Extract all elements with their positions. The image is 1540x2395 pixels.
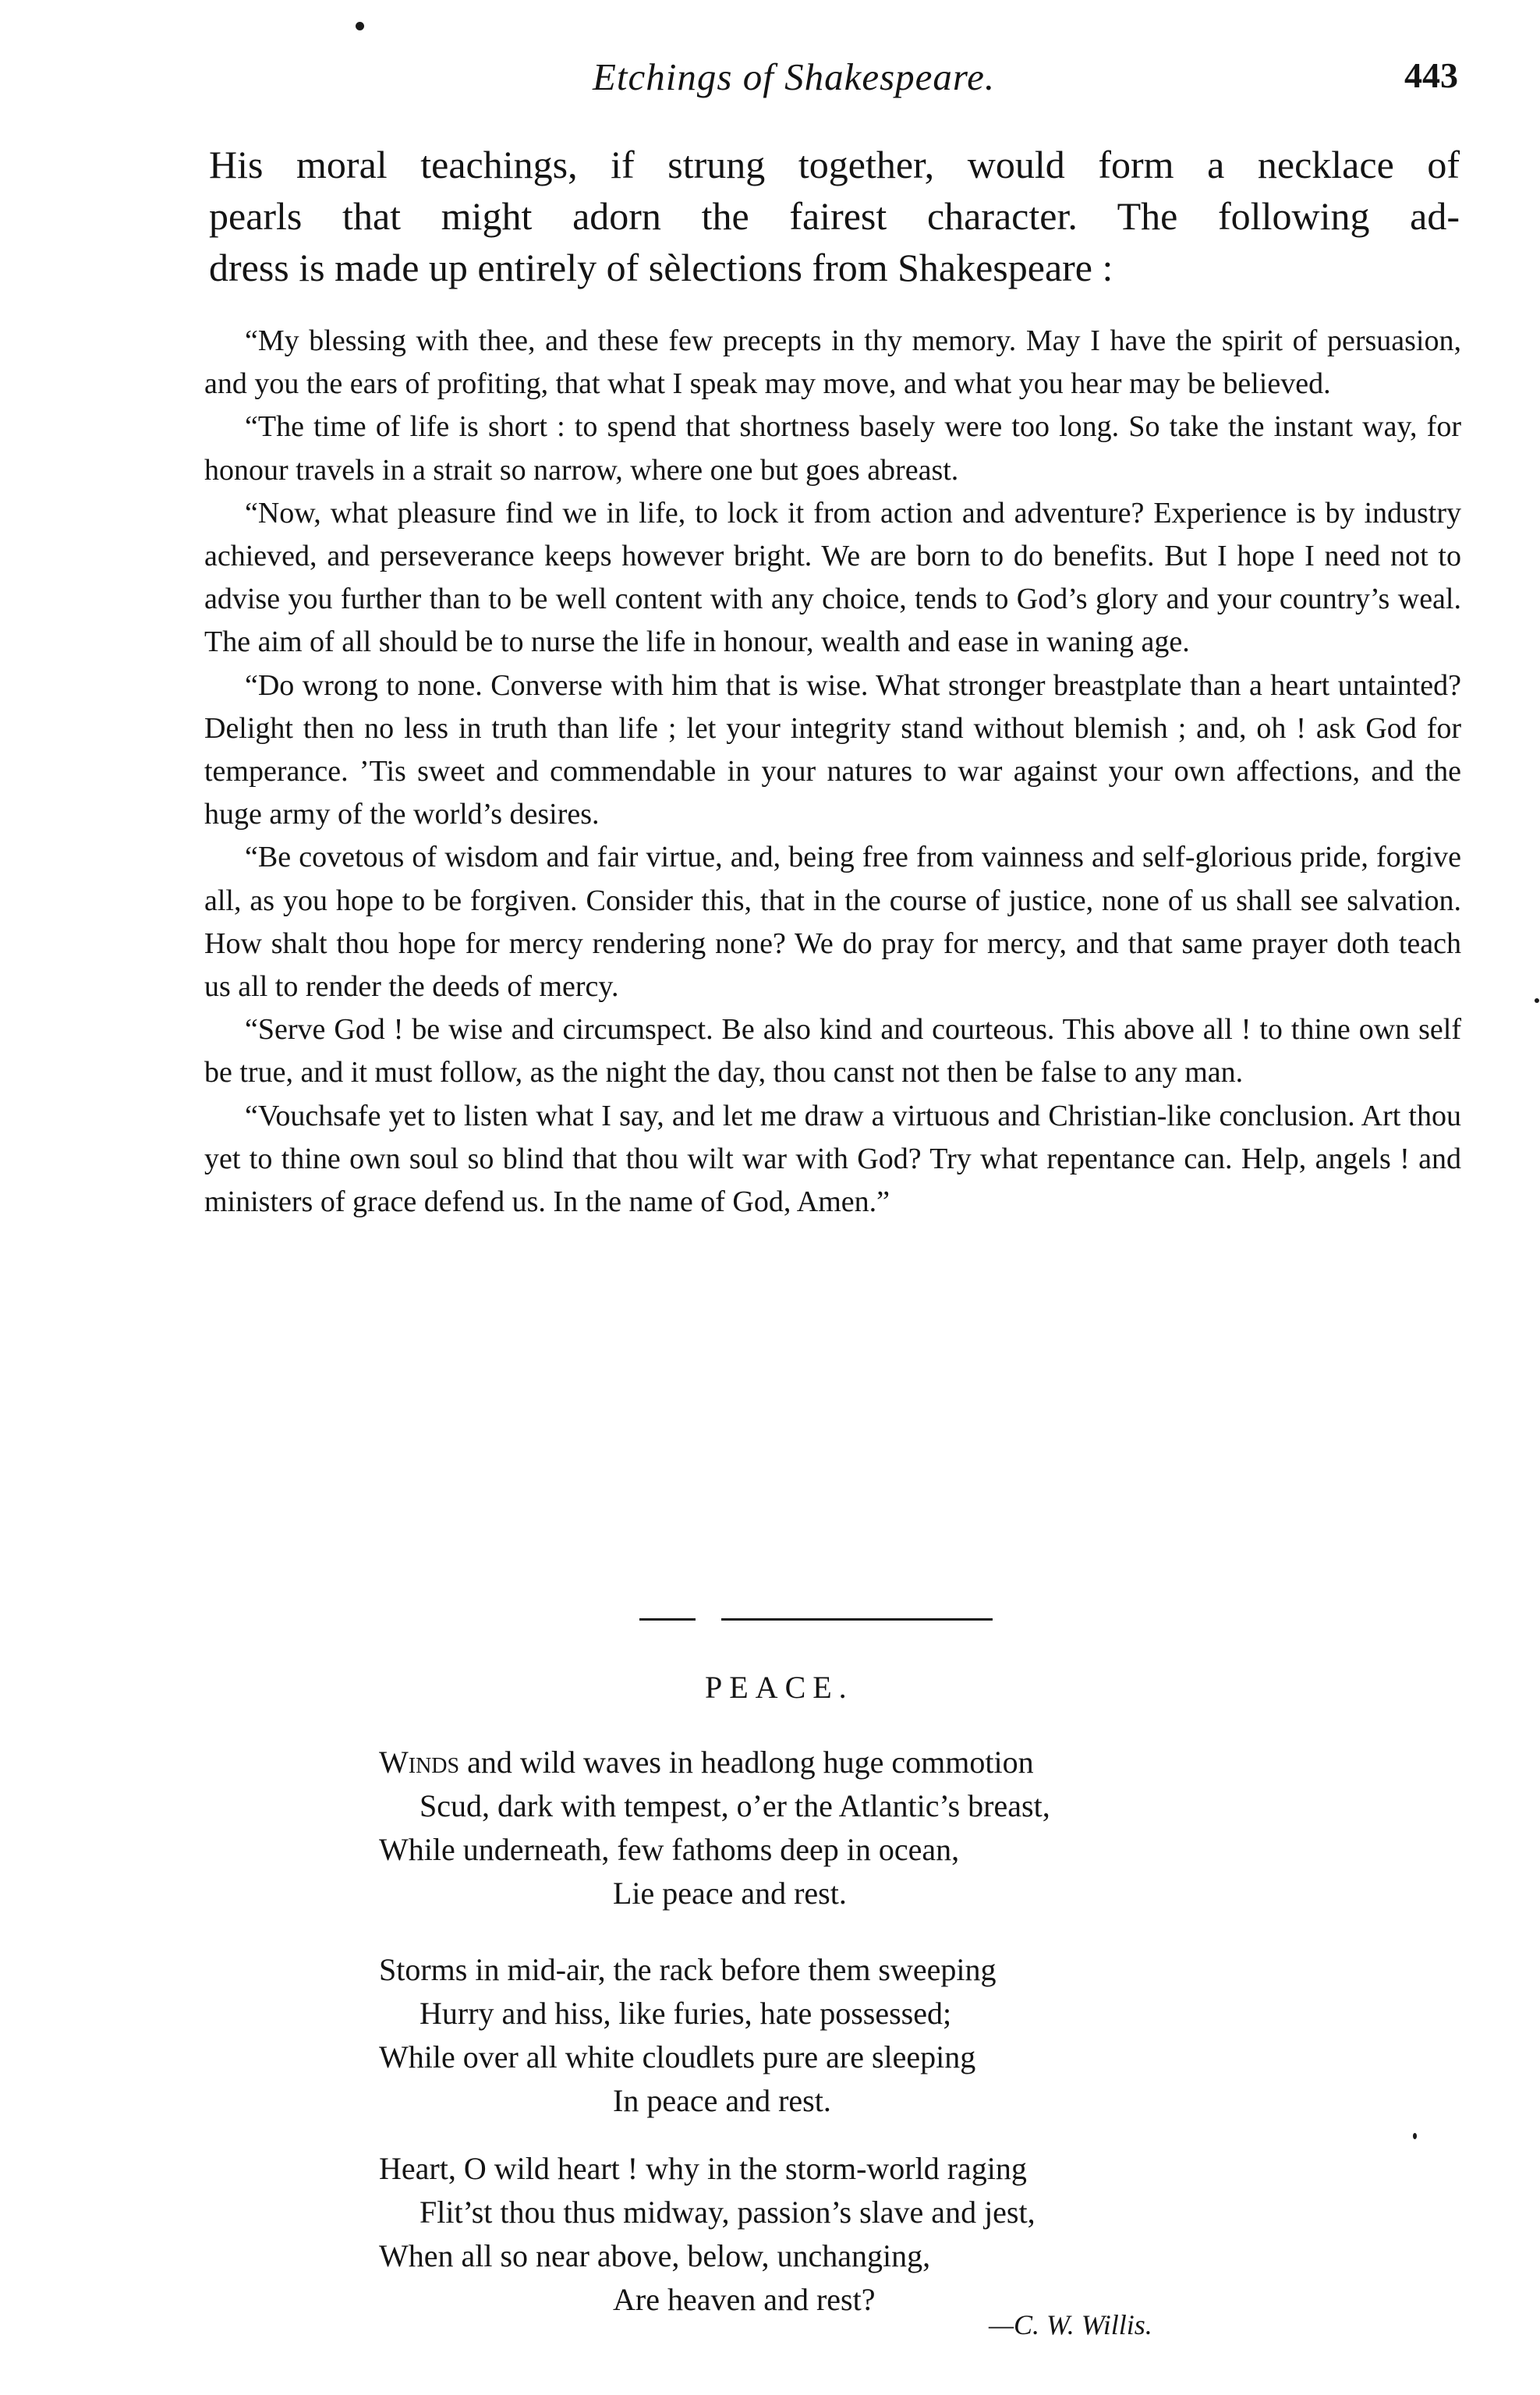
quote-paragraph: “Vouchsafe yet to listen what I say, and let me draw a virtuous and Christian-like conclusion. Art thou yet to thine own soul so blind that thou wilt war with God? Try what repentance can. Help, angels ! and ministers of grace defend us. In the name of God, Amen.” [204,1099,1461,1219]
print-speck-stanza [1413,2133,1417,2139]
poem-stanza [379,2147,1393,2322]
poem-line: While over all white cloudlets pure are sleeping [379,2039,976,2074]
quote-paragraph: “Now, what pleasure find we in life, to lock it from action and adventure? Experience is by industry achieved, and perseverance keeps however bright. We are born to do benefits. But I hope I need not to advise you further than to be well content with any choice, tends to God’s glory and your country’s weal. The aim of all should be to nurse the life in honour, wealth and ease in waning age. [204,496,1461,659]
quote-paragraph: “The time of life is short : to spend that shortness basely were too long. So take the instant way, for honour travels in a strait so narrow, where one but goes abreast. [204,410,1461,487]
quote-paragraph: “Be covetous of wisdom and fair virtue, and, being free from vainness and self-glorious pride, forgive all, as you hope to be forgiven. Consider this, that in the course of justice, none of us shall see salvation. How shalt thou hope for mercy rendering none? We do pray for mercy, and that same prayer doth teach us all to render the deeds of mercy. [204,841,1461,1004]
running-header [211,55,1458,109]
print-speck-top [356,22,364,30]
quote-paragraph: “My blessing with thee, and these few precepts in thy memory. May I have the spirit of persuasion, and you the ears of profiting, that what I speak may move, and what you hear may be believed. [204,324,1461,401]
poem-line: Flit’st thou thus midway, passion’s slave and jest, [420,2195,1036,2230]
quote-paragraph: “Do wrong to none. Converse with him that is wise. What stronger breastplate than a heart untainted? Delight then no less in truth than life ; let your integrity stand without blemish ; and, oh ! ask God for temperance. ’Tis sweet and commendable in your natures to war against your own affections, and the huge army of the world’s desires. [204,668,1461,831]
poem-title: PEACE. [705,1670,854,1705]
intro-paragraph [209,139,1460,293]
section-divider-short [639,1618,696,1621]
intro-line: pearls that might adorn the fairest character. The following ad- [209,194,1460,238]
poem-line: While underneath, few fathoms deep in ocean, [379,1832,960,1867]
poem-line: Storms in mid-air, the rack before them sweeping [379,1952,997,1987]
poem-stanza [379,1948,1393,2123]
poem-line: Hurry and hiss, like furies, hate possessed; [420,1996,952,2031]
poem-line: Heart, O wild heart ! why in the storm-world raging [379,2151,1027,2186]
poem-line-rest: and wild waves in headlong huge commotion [459,1745,1034,1780]
poem-line: Lie peace and rest. [613,1876,847,1911]
poem-line-lead: Winds [379,1745,460,1780]
poem-line: Scud, dark with tempest, o’er the Atlantic’s breast, [420,1788,1050,1823]
poem-line: In peace and rest. [613,2083,831,2118]
page-number: 443 [1404,55,1458,95]
print-speck-right [1535,998,1539,1003]
running-title: Etchings of Shakespeare. [593,55,996,98]
intro-line: His moral teachings, if strung together, would form a necklace of [209,143,1460,186]
shakespeare-address [204,320,1461,1224]
poem-line: Are heaven and rest? [613,2282,876,2317]
poem-line [379,1741,1393,1784]
section-divider-long [721,1618,993,1621]
poem-attribution: —C. W. Willis. [989,2309,1152,2340]
poem-stanza [379,1741,1393,1915]
poem-line: When all so near above, below, unchanging, [379,2238,931,2273]
quote-paragraph: “Serve God ! be wise and circumspect. Be also kind and courteous. This above all ! to thine own self be true, and it must follow, as the night the day, thou canst not then be false to any man. [204,1013,1461,1089]
intro-line: dress is made up entirely of sèlections from Shakespeare : [209,246,1113,289]
